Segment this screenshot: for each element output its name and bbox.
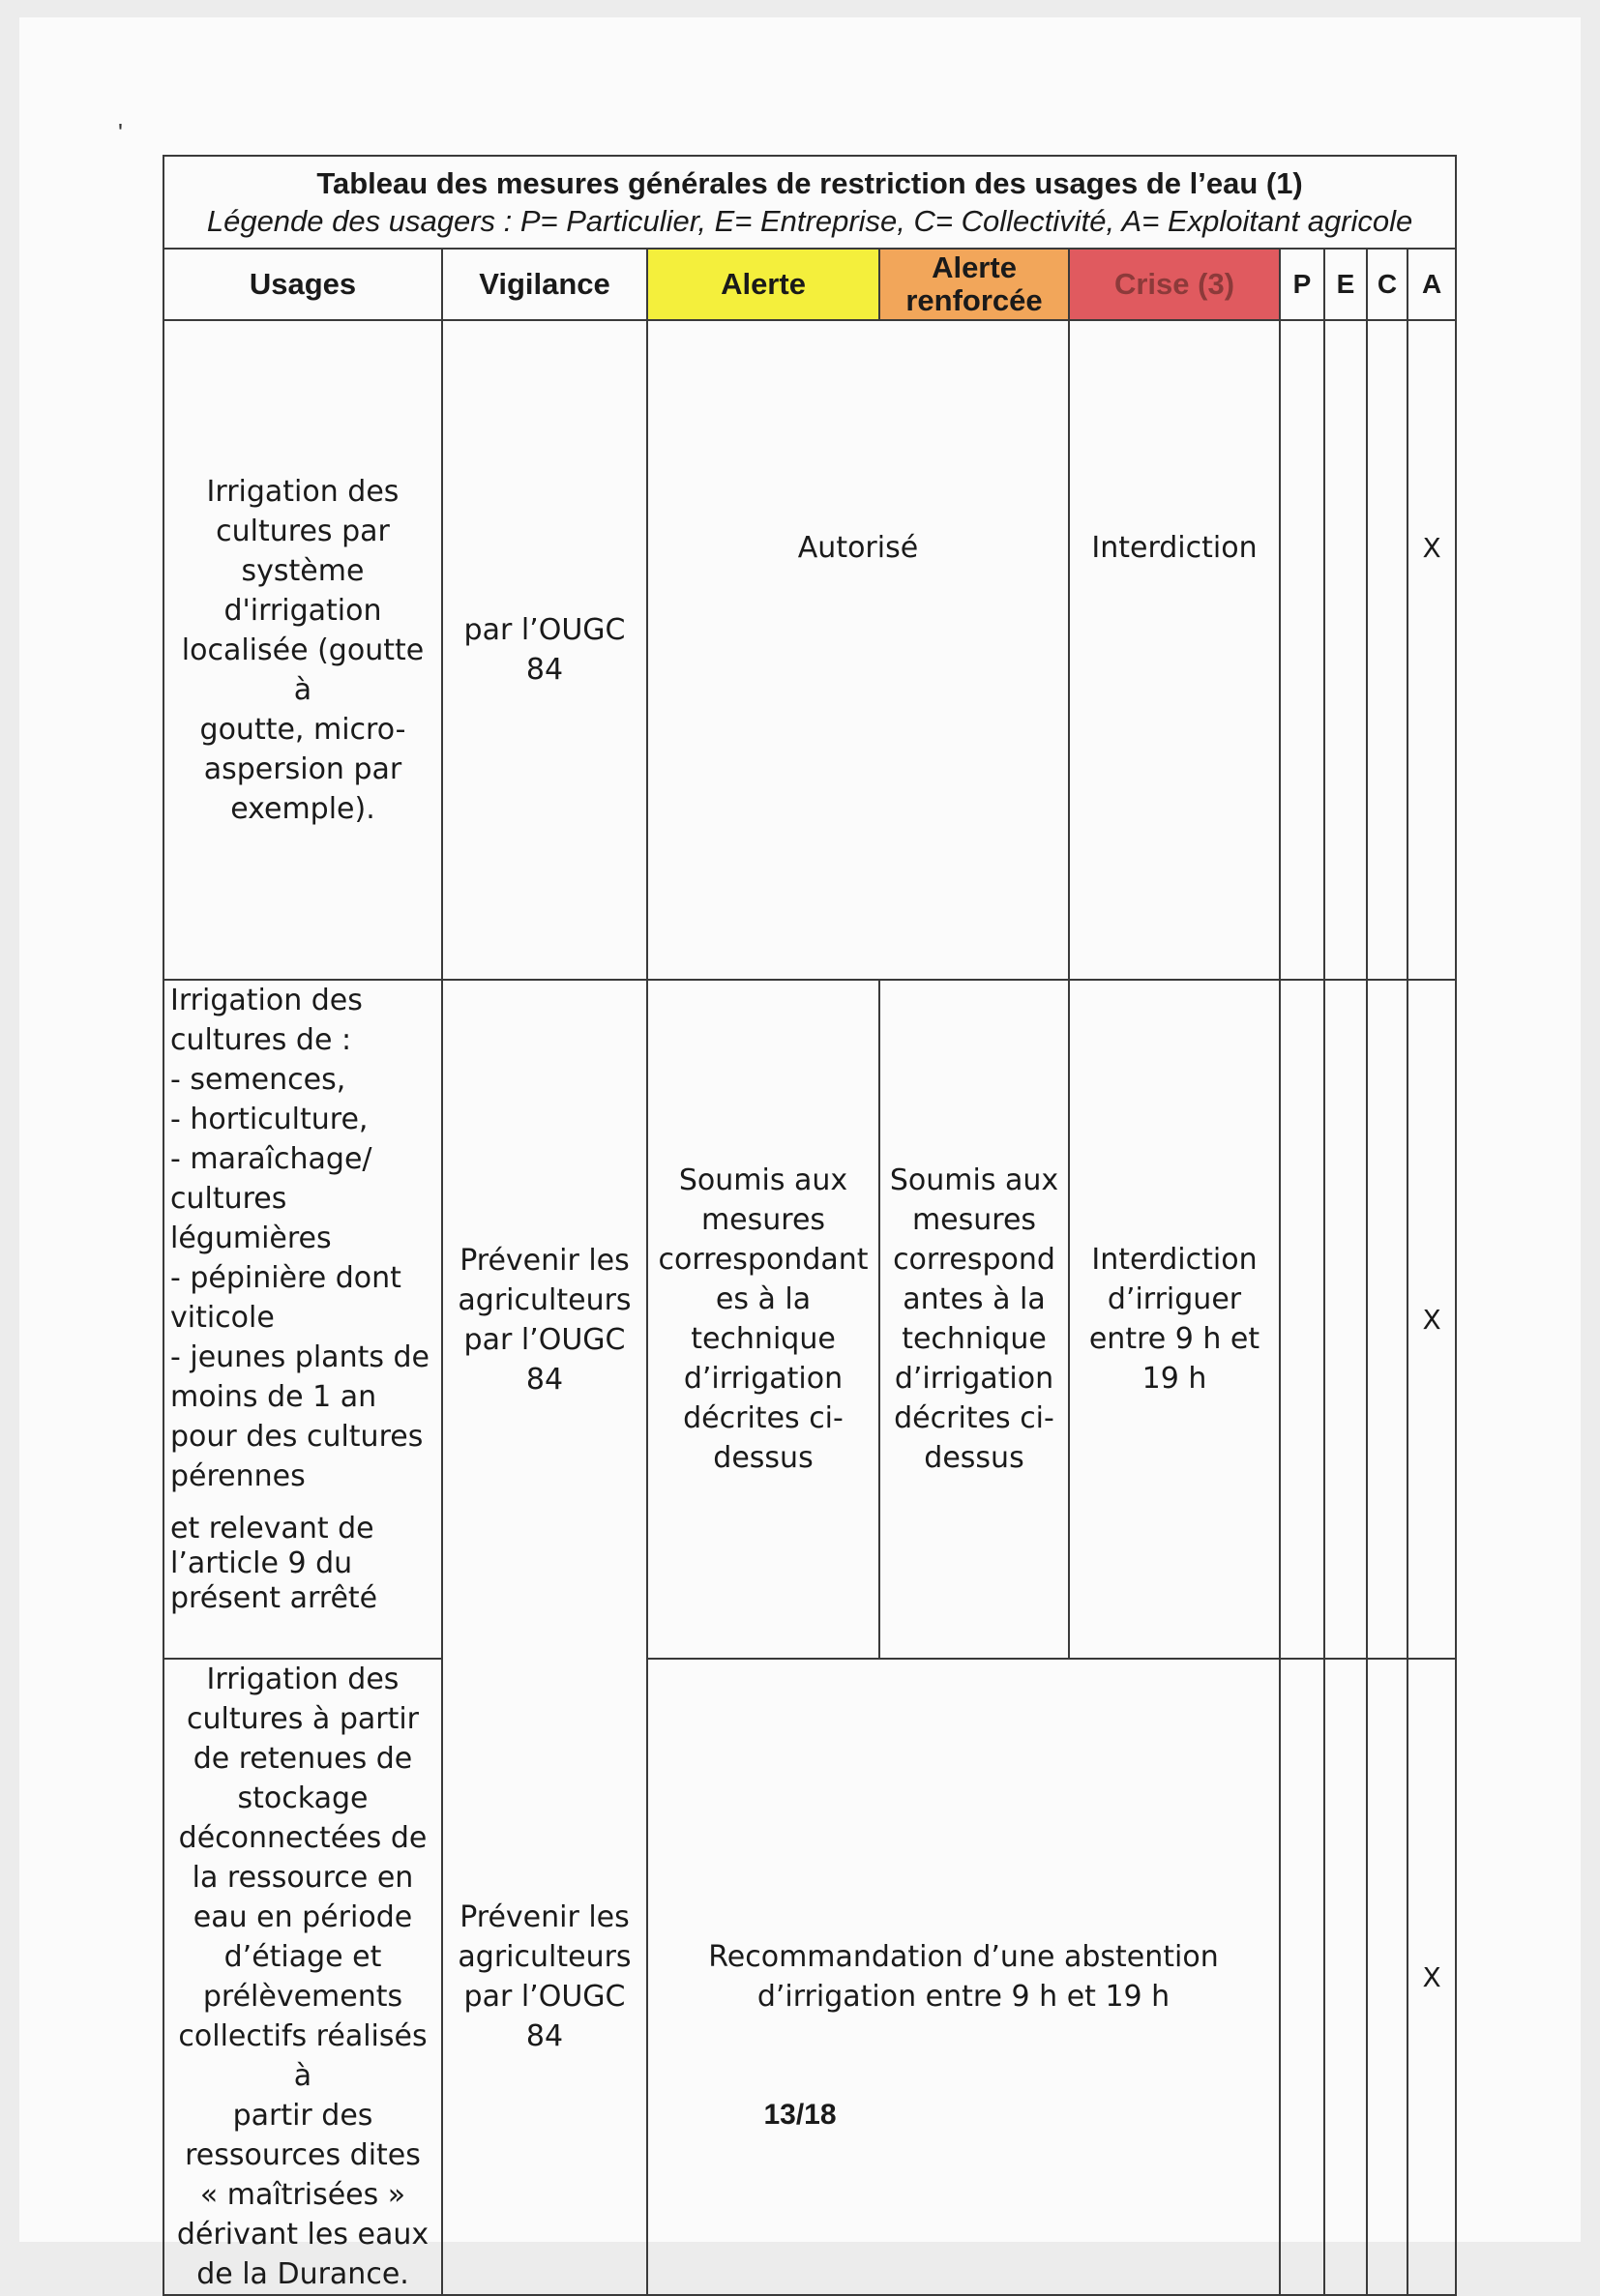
usage-line: moins de 1 an [170,1380,377,1414]
measures-line: d’irrigation entre 9 h et 19 h [756,1980,1170,2014]
alerte-cell [647,980,879,1659]
user-c-cell [1367,1659,1407,2295]
alerte-renforcee-line: dessus [924,1441,1024,1475]
alerte-renforcee-line: technique [902,1322,1047,1356]
spacer [170,1496,435,1512]
crise-line: entre 9 h et [1088,1322,1260,1356]
alerte-renforcee-line: Soumis aux [889,1163,1059,1197]
user-p-cell [1280,320,1324,980]
header-alerte-renforcee-line1: Alerte [932,250,1017,284]
alerte-renforcee-line: décrites ci- [894,1401,1054,1435]
user-a-cell: X [1407,1659,1456,2295]
crise-cell: Interdiction [1069,320,1280,980]
table-title-cell [163,156,1456,249]
table-row [163,320,1456,980]
usage-line: cultures à partir [186,1702,420,1736]
alerte-merged-cell: Autorisé [647,320,1069,980]
alerte-renforcee-line: antes à la [903,1282,1046,1316]
alerte-line: décrites ci- [683,1401,844,1435]
table-title: Tableau des mesures générales de restriction des usages de l’eau (1) [316,166,1303,200]
alerte-line: Soumis aux [678,1163,848,1197]
usage-line: Irrigation des [170,984,363,1017]
vigilance-line: par l’OUGC [463,613,626,647]
usage-line: - jeunes plants de [170,1340,430,1374]
usage-line: partir des [232,2099,373,2133]
title-row [163,156,1456,249]
vigilance-line: agriculteurs [458,1282,632,1317]
usage-cell [163,980,442,1659]
usage-line: la ressource en [192,1861,414,1895]
crise-line: Interdiction [1091,1243,1258,1277]
alerte-line: d’irrigation [683,1362,844,1396]
usage-line: collectifs réalisés à [178,2019,428,2093]
usage-line: ressources dites [185,2138,421,2172]
header-alerte-renforcee-line2: renforcée [905,283,1043,317]
measures-merged-cell [647,1659,1280,2295]
usage-line: localisée (goutte à [181,633,425,707]
usage-line: aspersion par [203,751,402,786]
usage-line: cultures de : [170,1023,352,1057]
usage-line: d'irrigation [223,593,382,628]
alerte-renforcee-line: d’irrigation [894,1362,1054,1396]
usage-tail-line: l’article 9 du [170,1546,353,1580]
vigilance-line: Prévenir les [459,1899,630,1934]
crise-cell [1069,980,1280,1659]
document-page [19,17,1581,2291]
header-p: P [1280,249,1324,320]
header-c: C [1367,249,1407,320]
usage-line: - maraîchage/ [170,1142,372,1176]
usage-cell [163,1659,442,2295]
restriction-table-container [163,155,1455,2296]
header-vigilance: Vigilance [442,249,647,320]
vigilance-line: agriculteurs [458,1939,632,1974]
usage-line: stockage [237,1781,369,1815]
user-e-cell [1324,1659,1367,2295]
vigilance-line: par l’OUGC [463,1979,626,2014]
vigilance-line: par l’OUGC [463,1322,626,1357]
usage-tail-line: et relevant de [170,1512,374,1545]
usage-line: « maîtrisées » [199,2178,406,2212]
header-alerte-renforcee [879,249,1069,320]
usage-line: prélèvements [202,1980,403,2014]
header-usages: Usages [163,249,442,320]
user-p-cell [1280,1659,1324,2295]
vigilance-cell [442,320,647,980]
usage-line: système [241,553,365,588]
usage-cell [163,320,442,980]
usage-line: dérivant les eaux [176,2218,430,2252]
usage-tail-line: présent arrêté [170,1581,378,1615]
crise-line: d’irriguer [1107,1282,1242,1316]
user-c-cell [1367,980,1407,1659]
user-p-cell [1280,980,1324,1659]
vigilance-line: 84 [525,1362,564,1397]
usage-line: Irrigation des [206,1663,400,1696]
vigilance-cell [442,1659,647,2295]
header-alerte: Alerte [647,249,879,320]
user-a-cell: X [1407,320,1456,980]
usage-line: eau en période [193,1900,413,1934]
alerte-line: mesures [700,1203,826,1237]
table-row [163,980,1456,1659]
usage-line: légumières [170,1222,332,1255]
header-a: A [1407,249,1456,320]
alerte-line: dessus [713,1441,814,1475]
user-e-cell [1324,320,1367,980]
user-e-cell [1324,980,1367,1659]
vigilance-line: 84 [525,653,564,687]
vigilance-cell [442,980,647,1659]
vigilance-line: Prévenir les [459,1243,630,1278]
crise-line: 19 h [1141,1362,1207,1396]
usage-line: - pépinière dont [170,1261,401,1295]
table-legend: Légende des usagers : P= Particulier, E= Entreprise, C= Collectivité, A= Exploitant agricole [206,204,1413,238]
alerte-renforcee-line: mesures [911,1203,1037,1237]
header-row [163,249,1456,320]
alerte-renforcee-line: correspond [893,1243,1055,1277]
measures-line: Recommandation d’une abstention [708,1940,1219,1974]
alerte-renforcee-cell [879,980,1069,1659]
usage-line: viticole [170,1301,275,1335]
usage-line: cultures par [216,514,390,548]
usage-line: pour des cultures [170,1420,424,1454]
usage-line: - horticulture, [170,1103,369,1136]
user-a-cell: X [1407,980,1456,1659]
page-number: 13/18 [763,2099,837,2131]
alerte-line: technique [691,1322,836,1356]
usage-line: de la Durance. [196,2257,409,2291]
usage-line: déconnectées de [178,1821,428,1855]
header-e: E [1324,249,1367,320]
usage-line: d’étiage et [223,1940,382,1974]
user-c-cell [1367,320,1407,980]
header-crise: Crise (3) [1069,249,1280,320]
vigilance-line: 84 [525,2018,564,2053]
usage-line: Irrigation des [206,474,400,509]
usage-line: - semences, [170,1063,346,1097]
stray-mark: ' [118,118,123,147]
alerte-line: correspondant [658,1243,869,1277]
usage-list [170,981,435,1616]
alerte-line: es à la [715,1282,812,1316]
usage-line: cultures [170,1182,287,1216]
usage-line: pérennes [170,1459,306,1493]
usage-line: exemple). [230,791,375,826]
usage-line: de retenues de [193,1742,413,1776]
table-row [163,1659,1456,2295]
usage-line: goutte, micro- [199,712,406,747]
restriction-table [163,155,1457,2296]
